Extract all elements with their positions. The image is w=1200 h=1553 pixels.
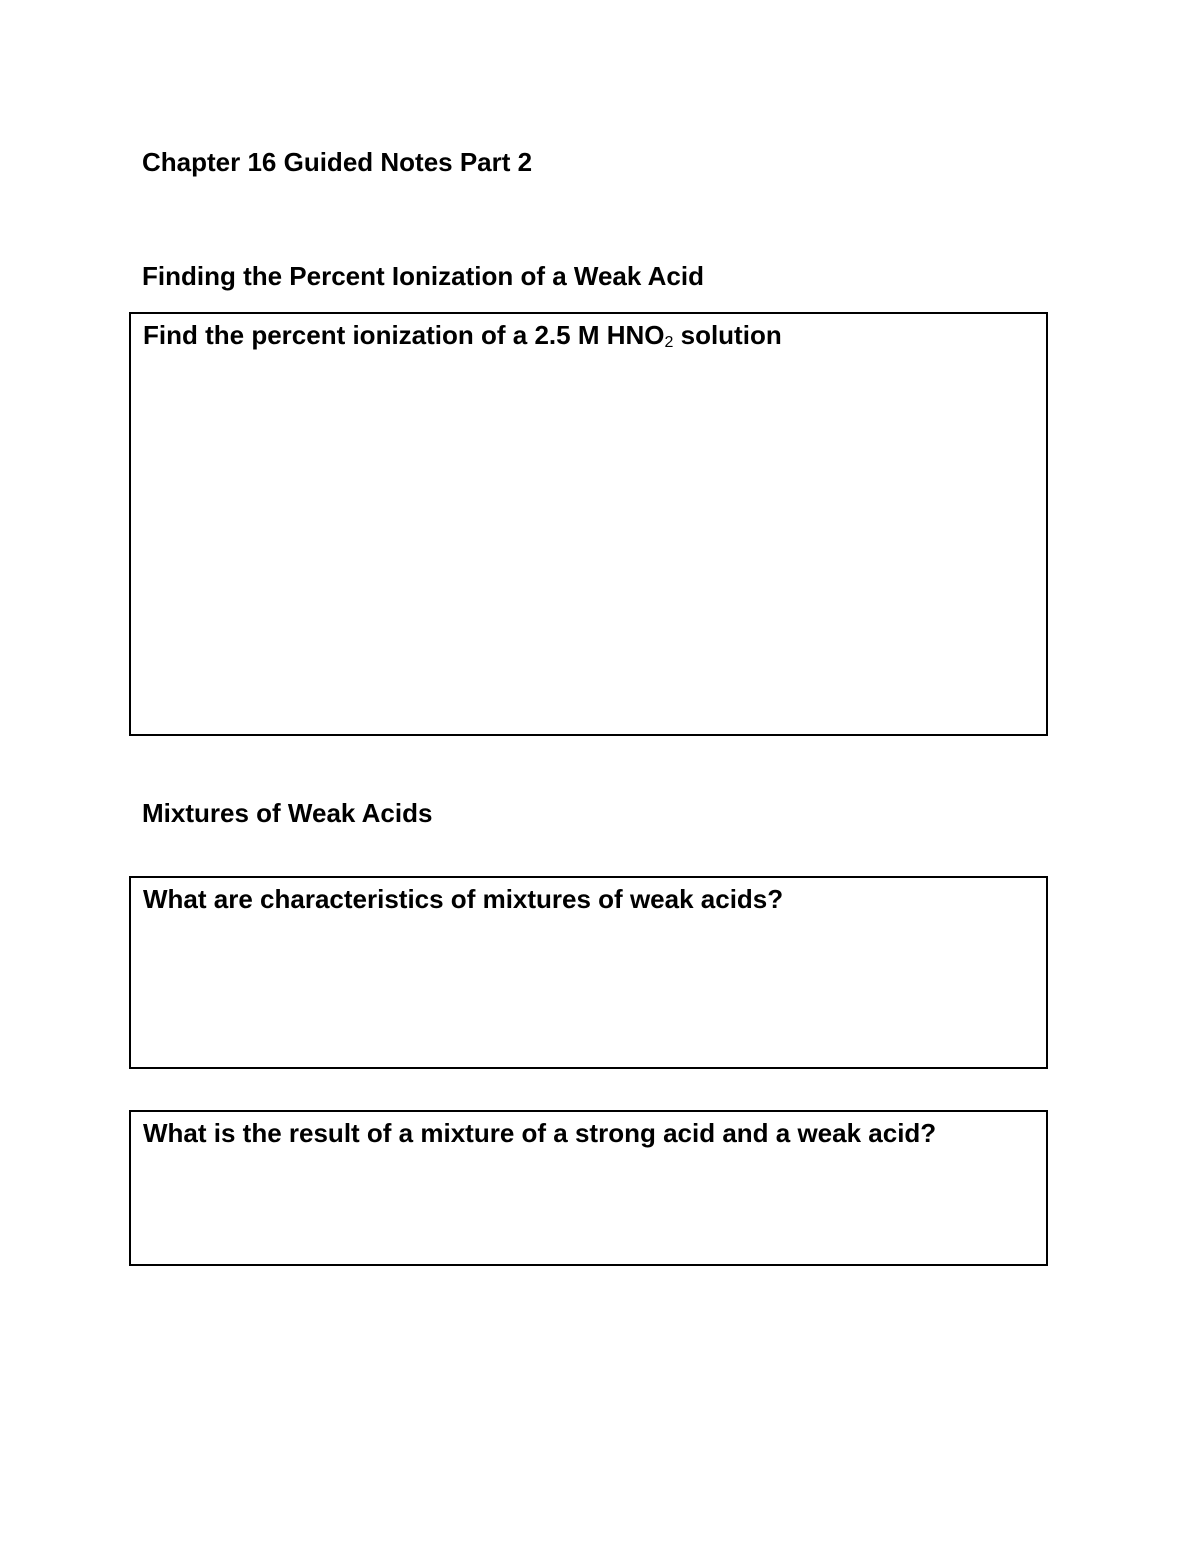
answer-box-strong-weak-mixture (129, 1110, 1048, 1266)
answer-box-percent-ionization (129, 312, 1048, 736)
prompt-text-start: Find the percent ionization of a 2.5 M HNO (143, 320, 665, 350)
answer-write-area[interactable] (131, 924, 1046, 1067)
answer-box-weak-acid-mixtures (129, 876, 1048, 1069)
answer-box-prompt: What are characteristics of mixtures of weak acids? (143, 884, 784, 914)
answer-box-prompt (143, 320, 782, 350)
answer-write-area[interactable] (131, 360, 1046, 734)
section-heading-percent-ionization: Finding the Percent Ionization of a Weak Acid (142, 261, 704, 291)
section-heading-mixtures: Mixtures of Weak Acids (142, 798, 433, 828)
page-title: Chapter 16 Guided Notes Part 2 (142, 147, 533, 177)
answer-write-area[interactable] (131, 1158, 1046, 1264)
prompt-text-end: solution (673, 320, 782, 350)
answer-box-prompt: What is the result of a mixture of a strong acid and a weak acid? (143, 1118, 937, 1148)
prompt-subscript: 2 (664, 334, 674, 351)
